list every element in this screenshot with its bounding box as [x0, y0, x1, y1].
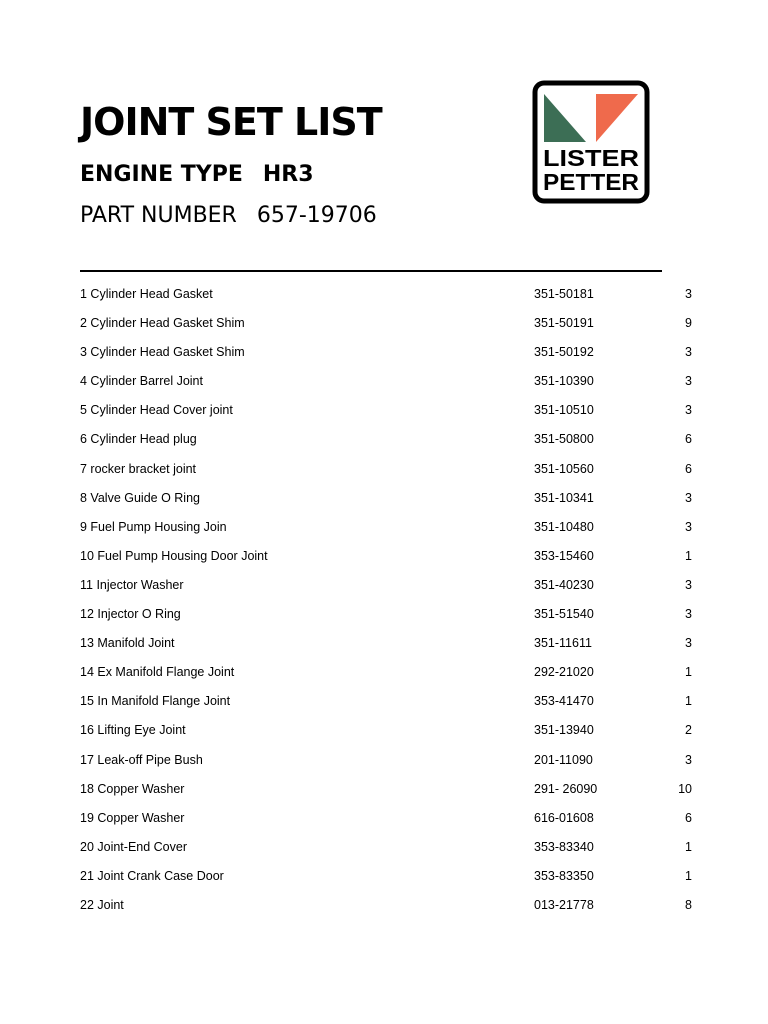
part-number-cell: 353-83340: [534, 839, 594, 854]
part-description: 16 Lifting Eye Joint: [80, 723, 186, 738]
part-description: 1 Cylinder Head Gasket: [80, 287, 213, 301]
part-description: 11 Injector Washer: [80, 577, 184, 592]
header-divider: [80, 270, 662, 272]
quantity-cell: 1: [685, 868, 692, 883]
quantity-cell: 3: [685, 374, 692, 389]
quantity-cell: 3: [685, 490, 692, 505]
part-description: 3 Cylinder Head Gasket Shim: [80, 345, 245, 360]
part-description: 6 Cylinder Head plug: [80, 432, 197, 447]
part-number-cell: 291- 26090: [534, 781, 598, 796]
parts-row: [0, 775, 768, 804]
parts-row: [0, 542, 768, 571]
part-number-cell: 351-51540: [534, 607, 594, 622]
part-number-cell: 013-21778: [534, 897, 594, 912]
part-number-cell: 351-13940: [534, 723, 594, 738]
parts-row: [0, 396, 768, 425]
part-number-cell: 201-11090: [534, 752, 593, 767]
parts-row: [0, 862, 768, 891]
part-description: 9 Fuel Pump Housing Join: [80, 519, 227, 534]
parts-row: [0, 280, 768, 309]
engine-type-value: HR3: [262, 162, 314, 187]
quantity-cell: 3: [685, 752, 692, 767]
part-number-line: [80, 200, 377, 232]
parts-row: [0, 571, 768, 600]
parts-row: [0, 716, 768, 745]
parts-row: [0, 687, 768, 716]
part-number-cell: 351-10510: [534, 403, 594, 418]
part-number-cell: 351-10390: [534, 374, 594, 389]
engine-type-line: [80, 160, 314, 190]
logo-text-petter: PETTER: [543, 169, 640, 195]
part-description: 10 Fuel Pump Housing Door Joint: [80, 548, 268, 563]
parts-list: [0, 280, 768, 920]
quantity-cell: 1: [685, 665, 692, 680]
part-number-cell: 353-41470: [534, 694, 594, 709]
part-description: 5 Cylinder Head Cover joint: [80, 403, 233, 418]
part-number-cell: 353-83350: [534, 868, 594, 883]
quantity-cell: 1: [685, 839, 692, 854]
part-description: 7 rocker bracket joint: [80, 461, 197, 476]
parts-row: [0, 833, 768, 862]
part-description: 21 Joint Crank Case Door: [80, 868, 224, 883]
quantity-cell: 9: [685, 316, 692, 331]
page-title: JOINT SET LIST: [80, 100, 382, 144]
quantity-cell: 1: [685, 694, 692, 709]
quantity-cell: 6: [685, 432, 692, 447]
part-number-cell: 616-01608: [534, 810, 594, 825]
parts-row: [0, 455, 768, 484]
part-description: 20 Joint-End Cover: [80, 839, 188, 854]
part-description: 18 Copper Washer: [80, 781, 185, 796]
quantity-cell: 3: [685, 403, 692, 418]
parts-row: [0, 600, 768, 629]
part-description: 19 Copper Washer: [80, 810, 185, 825]
part-number-cell: 353-15460: [534, 548, 594, 563]
part-number-cell: 351-50191: [534, 316, 594, 331]
part-number-cell: 351-10560: [534, 461, 594, 476]
part-number-cell: 351-50192: [534, 345, 594, 360]
parts-row: [0, 891, 768, 920]
part-description: 14 Ex Manifold Flange Joint: [80, 665, 235, 680]
quantity-cell: 3: [685, 345, 692, 360]
part-number-value: 657-19706: [256, 203, 377, 228]
quantity-cell: 6: [685, 810, 692, 825]
part-description: 15 In Manifold Flange Joint: [80, 694, 231, 709]
parts-row: [0, 746, 768, 775]
part-number-label: PART NUMBER: [80, 203, 237, 228]
quantity-cell: 3: [685, 577, 692, 592]
part-description: 8 Valve Guide O Ring: [80, 490, 200, 505]
parts-row: [0, 804, 768, 833]
parts-row: [0, 309, 768, 338]
parts-row: [0, 513, 768, 542]
parts-row: [0, 367, 768, 396]
part-number-cell: 351-40230: [534, 577, 594, 592]
engine-type-label: ENGINE TYPE: [80, 162, 243, 187]
quantity-cell: 3: [685, 519, 692, 534]
quantity-cell: 10: [678, 781, 692, 796]
part-description: 2 Cylinder Head Gasket Shim: [80, 316, 245, 331]
parts-row: [0, 658, 768, 687]
part-description: 17 Leak-off Pipe Bush: [80, 752, 203, 767]
parts-row: [0, 338, 768, 367]
part-number-cell: 351-10480: [534, 519, 594, 534]
quantity-cell: 3: [685, 607, 692, 622]
logo-text-lister: LISTER: [543, 145, 640, 171]
part-number-cell: 351-50800: [534, 432, 594, 447]
part-number-cell: 351-11611: [534, 636, 592, 651]
part-number-cell: 292-21020: [534, 665, 594, 680]
part-description: 13 Manifold Joint: [80, 636, 175, 651]
part-description: 22 Joint: [80, 897, 124, 912]
part-number-cell: 351-10341: [534, 490, 594, 505]
part-description: 12 Injector O Ring: [80, 607, 181, 622]
quantity-cell: 8: [685, 897, 692, 912]
quantity-cell: 3: [685, 287, 692, 301]
quantity-cell: 6: [685, 461, 692, 476]
parts-row: [0, 484, 768, 513]
quantity-cell: 2: [685, 723, 692, 738]
part-description: 4 Cylinder Barrel Joint: [80, 374, 203, 389]
parts-row: [0, 629, 768, 658]
part-number-cell: 351-50181: [534, 287, 594, 301]
quantity-cell: 1: [685, 548, 692, 563]
lister-petter-logo: [532, 80, 650, 204]
parts-row: [0, 425, 768, 454]
quantity-cell: 3: [685, 636, 692, 651]
